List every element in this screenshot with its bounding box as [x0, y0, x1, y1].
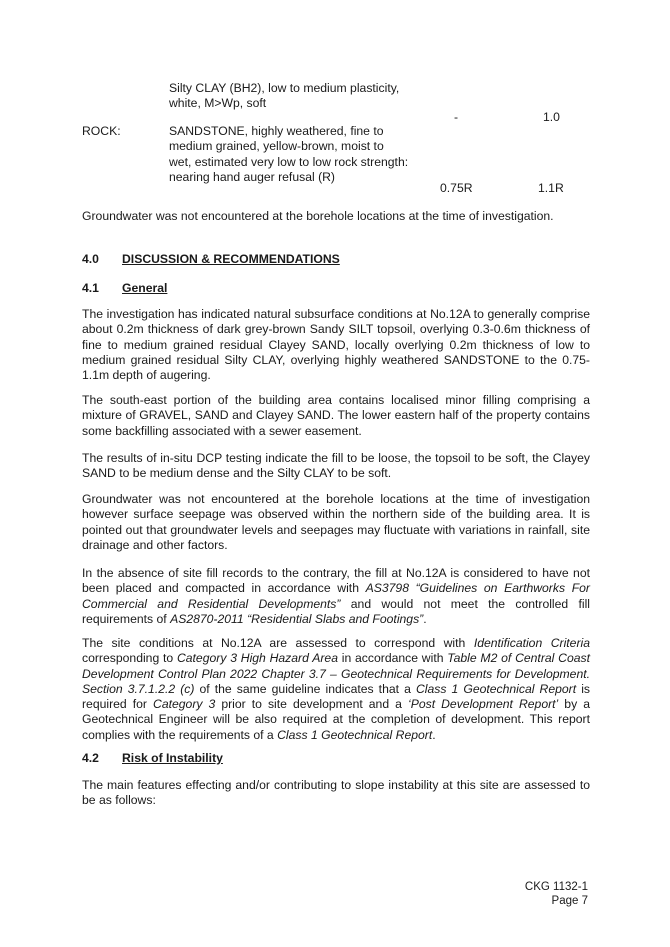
- section-heading-4-2: [82, 751, 223, 766]
- text-run: prior to site development and a: [215, 697, 408, 712]
- text-run-italic: AS2870-2011: [170, 611, 248, 626]
- section-title: General: [122, 281, 168, 295]
- table-row-1-description: Silty CLAY (BH2), low to medium plasticity, white, M>Wp, soft: [169, 81, 400, 111]
- text-run-italic: “Residential Slabs and Footings”: [247, 611, 424, 626]
- text-run: and would not meet the controlled fill requirements of: [82, 596, 590, 626]
- table-row-2-col2: 1.1R: [538, 181, 564, 195]
- section-title: Risk of Instability: [122, 751, 223, 765]
- text-run: The site conditions at No.12A are assessed to correspond with: [82, 636, 474, 650]
- section-number: 4.1: [82, 281, 99, 295]
- paragraph-subsurface-conditions: The investigation has indicated natural subsurface conditions at No.12A to generally comprise about 0.2m thickness of dark grey-brown Sandy SILT topsoil, overlying 0.3-0.6m thickness of fine to medium grained residual Clayey SAND, locally overlying 0.2m thickness of low to medium grained residual Silty CLAY, overlying highly weathered SANDSTONE to the 0.75-1.1m depth of augering.: [82, 307, 590, 383]
- paragraph-site-conditions: [82, 636, 590, 743]
- text-run: .: [432, 727, 436, 742]
- text-run: by a Geotechnical Engineer will be also required at the completion of development. This report complies with the requirements of a: [82, 697, 590, 742]
- text-run-italic: Class 1 Geotechnical Report: [415, 681, 577, 696]
- text-run-italic: Class 1 Geotechnical Report: [277, 727, 433, 742]
- text-run-italic: Table M2 of Central Coast Development Control Plan 2022 Chapter 3.7 – Geotechnical Requirements for Development. Section 3.7.1.2.2 (c): [82, 651, 590, 696]
- table-row-2-col1: 0.75R: [440, 181, 473, 195]
- text-run-italic: ‘Post Development Report’: [407, 697, 559, 712]
- text-run: .: [423, 611, 427, 626]
- section-heading-4-0: [82, 252, 340, 267]
- page-number: Page 7: [551, 895, 588, 907]
- paragraph-dcp-testing: The results of in-situ DCP testing indicate the fill to be loose, the topsoil to be soft, the Clayey SAND to be medium dense and the Silty CLAY to be soft.: [82, 451, 590, 481]
- paragraph-instability-features: The main features effecting and/or contributing to slope instability at this site are assessed to be as follows:: [82, 778, 590, 808]
- section-number: 4.0: [82, 252, 99, 266]
- table-row-1-col2: 1.0: [543, 110, 560, 124]
- page-footer: [525, 880, 588, 908]
- text-run: In the absence of site fill records to the contrary, the fill at No.12A is considered to have not been placed and compacted in accordance with: [82, 566, 590, 596]
- text-run: corresponding to: [82, 651, 177, 666]
- paragraph-filling: The south-east portion of the building area contains localised minor filling comprising a mixture of GRAVEL, SAND and Clayey SAND. The lower eastern half of the property contains some backfilling associated with a sewer easement.: [82, 393, 590, 438]
- text-run: in accordance with: [337, 651, 448, 666]
- section-heading-4-1: [82, 281, 167, 296]
- paragraph-fill-records: [82, 566, 590, 627]
- table-row-2-label: ROCK:: [82, 124, 121, 138]
- groundwater-note: Groundwater was not encountered at the borehole locations at the time of investigation.: [82, 209, 554, 223]
- text-run-italic: Category 3: [153, 697, 216, 712]
- text-run-italic: Identification Criteria: [473, 636, 591, 650]
- table-row-1-col1: -: [454, 110, 459, 124]
- section-title: DISCUSSION & RECOMMENDATIONS: [122, 252, 340, 266]
- section-number: 4.2: [82, 751, 99, 765]
- text-run: of the same guideline indicates that a: [194, 681, 416, 696]
- text-run-italic: “Guidelines on Earthworks For Commercial and Residential Developments”: [82, 581, 590, 611]
- paragraph-groundwater: Groundwater was not encountered at the borehole locations at the time of investigation however surface seepage was observed within the northern side of the building area. It is pointed out that groundwater levels and seepages may fluctuate with variations in rainfall, site drainage and other factors.: [82, 492, 590, 552]
- text-run-italic: Category 3 High Hazard Area: [176, 651, 338, 666]
- table-row-2-description: SANDSTONE, highly weathered, fine to medium grained, yellow-brown, moist to wet, estimated very low to low rock strength: nearing hand auger refusal (R): [169, 124, 409, 184]
- text-run: is required for: [82, 681, 590, 712]
- text-run-italic: AS3798: [365, 581, 416, 596]
- document-reference: CKG 1132-1: [524, 881, 588, 893]
